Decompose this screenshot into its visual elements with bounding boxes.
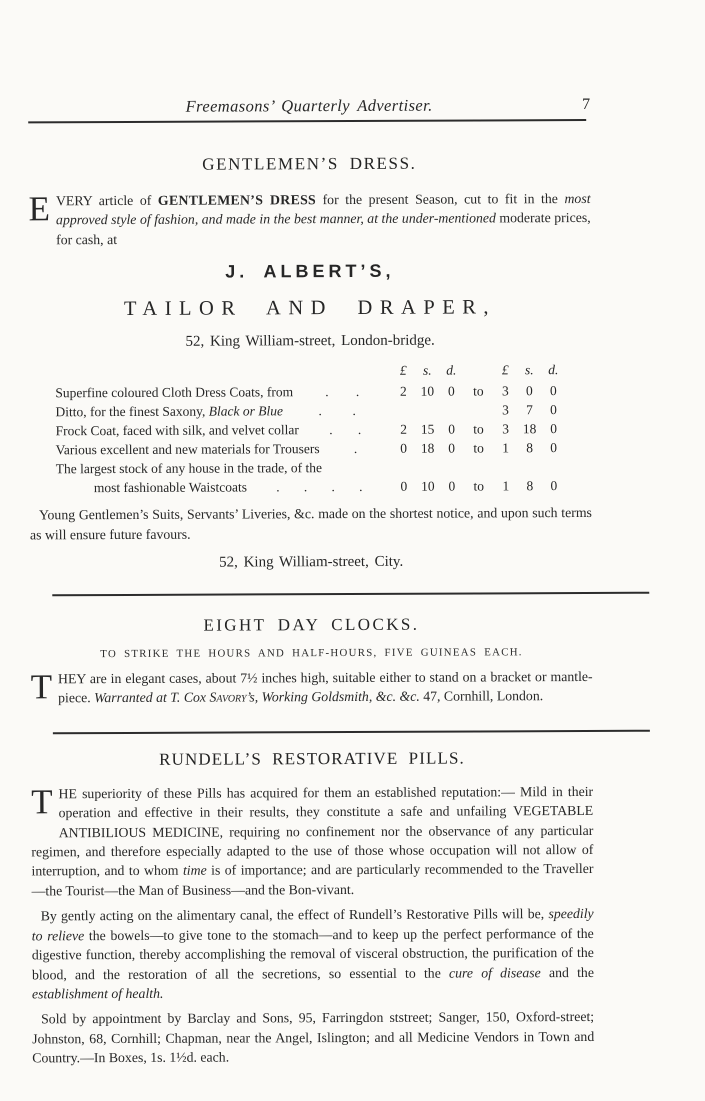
- dress-intro-paragraph: [29, 189, 591, 250]
- price-cell: 0: [550, 478, 558, 494]
- price-cell: 3: [502, 421, 509, 437]
- price-cell: 3: [502, 402, 509, 418]
- dot-leader: . .: [325, 384, 360, 400]
- business-address-city: 52, King William-street, City.: [219, 553, 404, 571]
- clocks-heading: EIGHT DAY CLOCKS.: [203, 614, 420, 635]
- dropcap-T: T: [31, 782, 53, 822]
- price-cell: 18: [522, 421, 537, 437]
- dot-leader: . .: [318, 403, 356, 419]
- table-row: [30, 419, 566, 440]
- price-cell: to: [473, 383, 484, 399]
- price-cell: 8: [526, 440, 534, 456]
- price-cell: 3: [501, 383, 509, 399]
- page-content: [0, 94, 705, 1068]
- business-trade: TAILOR AND DRAPER,: [123, 296, 497, 321]
- col-header: s.: [524, 362, 534, 378]
- price-table: [29, 360, 592, 497]
- clocks-subheading: TO STRIKE THE HOURS AND HALF-HOURS, FIVE GUINEAS EACH.: [100, 646, 523, 661]
- pills-text-3: Sold by appointment by Barclay and Sons, 95, Farringdon ststreet; Sanger, 150, Oxford-street; Johnston, 68, Cornhill; Chapman, near the Angel, Islington; and all Medicine Vendors in Town and Country.—In Boxes, 1s. 1½d. each.: [32, 1009, 595, 1066]
- item-cell: most fashionable Waistcoats . . . .: [30, 477, 392, 498]
- clocks-paragraph: [31, 667, 593, 708]
- price-cell: 0: [550, 421, 557, 437]
- dropcap-E: E: [28, 189, 51, 229]
- page-number: 7: [582, 95, 591, 113]
- business-address-bridge: 52, King William-street, London-bridge.: [185, 332, 435, 350]
- price-cell: 15: [420, 421, 435, 437]
- item-cell: Frock Coat, faced with silk, and velvet collar . .: [30, 420, 392, 441]
- price-table-header: [29, 360, 565, 381]
- section-divider-rule: [53, 730, 650, 735]
- pills-paragraph-3: [32, 1007, 594, 1068]
- dress-heading: GENTLEMEN’S DRESS.: [202, 153, 417, 174]
- price-cell: 0: [550, 402, 557, 418]
- clocks-text: HEY are in elegant cases, about 7½ inches high, suitable either to stand on a bracket or mantle-piece. Warranted at T. Cox Savory’s, Working Goldsmith, &c. &c. 47, Cornhill, London.: [57, 668, 593, 706]
- col-header: s.: [422, 362, 432, 378]
- dropcap-T: T: [30, 667, 53, 707]
- section-gentlemens-dress: [0, 152, 705, 572]
- table-row: [29, 381, 565, 402]
- dot-leader: .: [353, 441, 358, 457]
- price-cell: 10: [420, 383, 435, 399]
- price-cell: 1: [502, 478, 510, 494]
- price-cell: 2: [400, 421, 407, 438]
- price-cell: 0: [525, 383, 533, 399]
- price-cell: to: [473, 421, 484, 437]
- page-header: [28, 95, 590, 117]
- section-divider-rule: [52, 592, 649, 597]
- item-cell: Superfine coloured Cloth Dress Coats, from . .: [29, 382, 391, 403]
- price-cell: 1: [502, 440, 510, 456]
- col-header: d.: [548, 362, 559, 378]
- table-row: [29, 400, 565, 421]
- dress-closing-paragraph: [30, 503, 592, 544]
- section-eight-day-clocks: [0, 613, 705, 708]
- pills-heading: RUNDELL’S RESTORATIVE PILLS.: [159, 748, 465, 769]
- price-cell: 7: [526, 402, 533, 418]
- dot-leader: . . . .: [276, 479, 363, 495]
- section-rundells-pills: [1, 747, 705, 1068]
- price-cell: 10: [421, 478, 435, 494]
- price-cell: 0: [447, 383, 455, 399]
- dress-closing-text: Young Gentlemen’s Suits, Servants’ Liveries, &c. made on the shortest notice, and upon such terms as will ensure future favours.: [29, 505, 592, 543]
- pills-text-1: HE superiority of these Pills has acquired for them an established reputation:— Mild in their operation and effective in their results, they constitute a safe and unfailing VEGETABLE ANTIBILIOUS MEDICINE, requiring no confinement nor the observance of any particular regimen, and therefore especially adapted to the use of those whose occupation will not allow of interruption, and to whom time is of importance; and are particularly recommended to the Traveller—the Tourist—the Man of Business—and the Bon-vivant.: [31, 783, 594, 899]
- price-cell: 2: [399, 383, 407, 400]
- price-cell: to: [473, 440, 484, 456]
- item-cell: Ditto, for the finest Saxony, Black or Blue . .: [29, 401, 391, 422]
- price-cell: to: [473, 478, 485, 494]
- col-header: d.: [446, 362, 457, 378]
- item-cell: Various excellent and new materials for Trousers .: [30, 439, 392, 460]
- price-cell: 0: [549, 383, 557, 399]
- price-cell: 0: [448, 421, 455, 437]
- price-cell: 0: [550, 440, 558, 456]
- pills-text-2: By gently acting on the alimentary canal, the effect of Rundell’s Restorative Pills will be, speedily to relieve the bowels—to give tone to the stomach—and to keep up the perfect performance of the digestive function, thereby accomplishing the removal of visceral obstruction, the purification of the blood, and the restoration of all the secretions, so essential to the cure of disease and the establishment of health.: [31, 906, 594, 1002]
- pills-paragraph-2: [32, 904, 594, 1003]
- header-rule: [28, 119, 586, 123]
- table-row: [30, 476, 566, 497]
- price-cell: 18: [420, 440, 435, 456]
- price-cell: 0: [400, 440, 408, 457]
- price-cell: 8: [526, 478, 534, 494]
- dress-intro-text: VERY article of GENTLEMEN’S DRESS for the present Season, cut to fit in the most approved style of fashion, and made in the best manner, at the under-mentioned moderate prices, for cash, at: [55, 190, 591, 248]
- col-header: £: [501, 362, 509, 378]
- business-name: J. ALBERT’S,: [225, 261, 395, 282]
- price-cell: 0: [400, 478, 408, 495]
- table-row-preline: The largest stock of any house in the trade, of the: [55, 460, 323, 477]
- dot-leader: . .: [329, 422, 362, 438]
- journal-title: Freemasons’ Quarterly Advertiser.: [185, 95, 433, 116]
- pills-paragraph-1: [31, 782, 594, 901]
- table-row: [30, 438, 566, 459]
- price-cell: 0: [448, 440, 456, 456]
- col-header: £: [399, 362, 407, 379]
- price-cell: 0: [448, 478, 456, 494]
